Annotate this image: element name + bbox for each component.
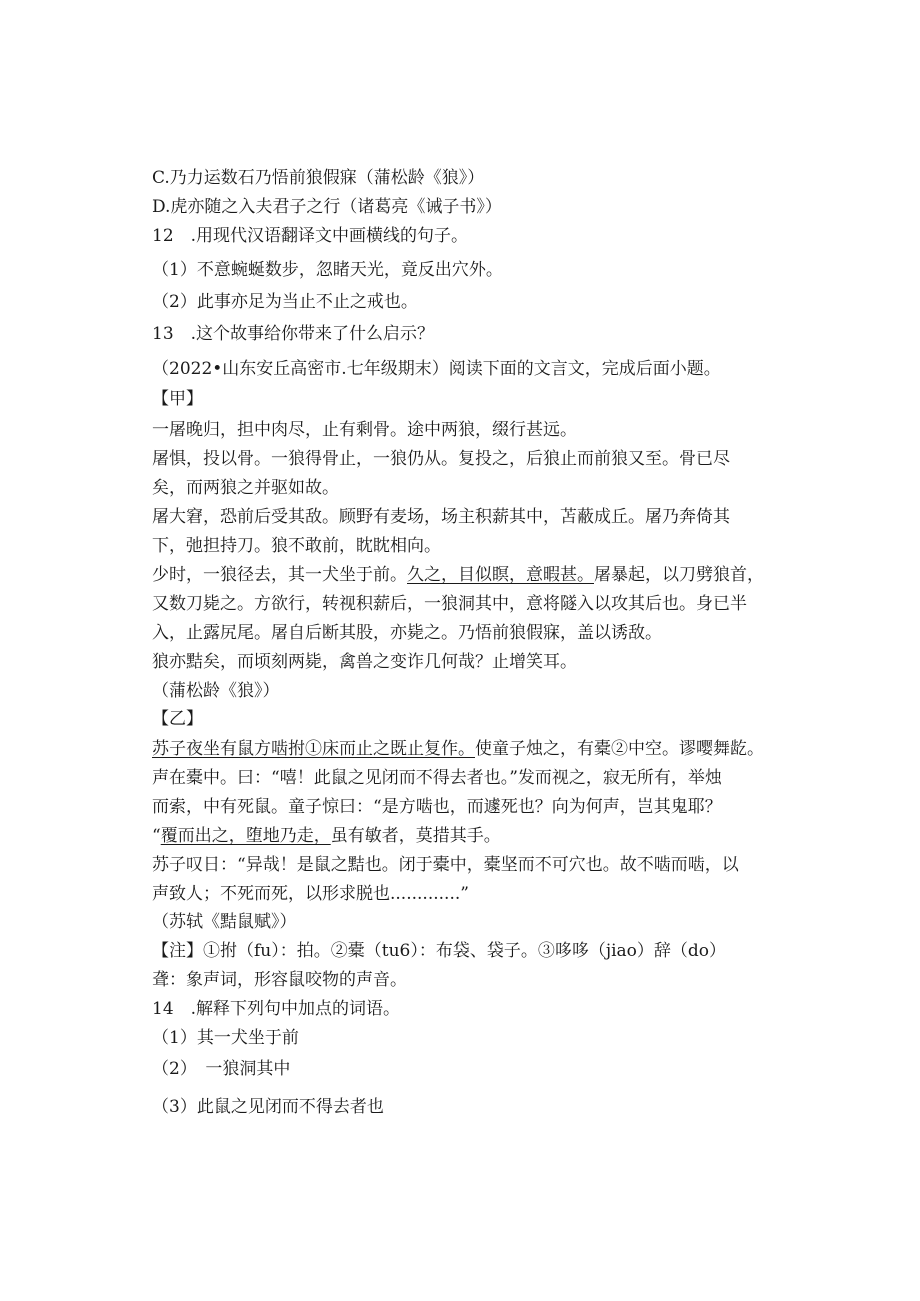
- jia-text: 少时，一狼径去，其一犬坐于前。: [152, 565, 407, 585]
- option-c: C.乃力运数石乃悟前狼假寐（蒲松龄《狼》）: [152, 168, 485, 188]
- jia-line: 又数刀毙之。方欲行，转视积薪后，一狼洞其中，意将隧入以攻其后也。身已半: [152, 594, 747, 614]
- jia-label: 【甲】: [152, 389, 203, 409]
- question-13-title: 13 .这个故事给你带来了什么启示？: [152, 324, 435, 344]
- question-14-item-3: （3）此鼠之见闭而不得去者也: [152, 1097, 384, 1117]
- yi-label: 【乙】: [152, 709, 203, 729]
- underlined-sentence: 覆而出之，堕地乃走，: [160, 826, 331, 846]
- yi-line: 而索，中有死鼠。童子惊曰：“是方啮也，而遽死也？向为何声，岂其鬼耶？: [152, 797, 722, 817]
- yi-text: 虽有敏者，莫措其手。: [330, 826, 501, 846]
- jia-line: [152, 564, 764, 586]
- yi-line: 声在橐中。曰：“嘻！此鼠之见闭而不得去者也。”发而视之，寂无所有，举烛: [152, 768, 722, 788]
- jia-line: 矣，而两狼之并驱如故。: [152, 478, 339, 498]
- yi-text: 使童子烛之，有橐②中空。谬嘤舞龁。: [475, 739, 764, 759]
- question-12-item-1: （1）不意蜿蜒数步，忽睹天光，竟反出穴外。: [152, 260, 503, 280]
- jia-line: 屠惧，投以骨。一狼得骨止，一狼仍从。复投之，后狼止而前狼又至。骨已尽: [152, 449, 730, 469]
- note-line: 【注】①拊（fu）：拍。②橐（tu6）：布袋、袋子。③哆哆（jiao）辞（do）: [152, 941, 727, 961]
- jia-line: 狼亦黠矣，而顷刻两毙，禽兽之变诈几何哉？止增笑耳。: [152, 652, 577, 672]
- jia-line: 一屠晚归，担中肉尽，止有剩骨。途中两狼，缀行甚远。: [152, 420, 577, 440]
- yi-line: [152, 738, 764, 760]
- section-intro: （2022•山东安丘高密市.七年级期末）阅读下面的文言文，完成后面小题。: [152, 359, 721, 379]
- yi-line: 苏子叹日：“异哉！是鼠之黠也。闭于橐中，橐坚而不可穴也。故不啮而啮，以: [152, 855, 739, 875]
- underlined-sentence: 苏子夜坐有鼠方啮拊①床而止之既止复作。: [152, 739, 475, 759]
- jia-line: 入，止露尻尾。屠自后断其股，亦毙之。乃悟前狼假寐，盖以诱敌。: [152, 623, 662, 643]
- option-d: D.虎亦随之入夫君子之行（诸葛亮《诫子书》）: [152, 197, 502, 217]
- question-14-title: 14 .解释下列句中加点的词语。: [152, 999, 401, 1019]
- question-12-title: 12 .用现代汉语翻译文中画横线的句子。: [152, 226, 469, 246]
- question-14-item-2: （2） 一狼洞其中: [152, 1059, 291, 1079]
- question-14-item-1: （1）其一犬坐于前: [152, 1028, 299, 1048]
- jia-line: 屠大窘，恐前后受其敌。顾野有麦场，场主积薪其中，苫蔽成丘。屠乃奔倚其: [152, 507, 730, 527]
- yi-line: [152, 825, 752, 847]
- yi-text: “: [152, 826, 161, 846]
- note-line: 聋：象声词，形容鼠咬物的声音。: [152, 970, 407, 990]
- jia-source: （蒲松龄《狼》）: [152, 681, 280, 701]
- jia-text: 屠暴起，以刀劈狼首，: [594, 565, 764, 585]
- underlined-sentence: 久之，目似瞑，意暇甚。: [407, 565, 594, 585]
- yi-line: 声致人；不死而死，以形求脱也.............”: [152, 884, 469, 904]
- question-12-item-2: （2）此事亦足为当止不止之戒也。: [152, 292, 418, 312]
- yi-source: （苏轼《黠鼠赋》）: [152, 912, 297, 932]
- jia-line: 下，弛担持刀。狼不敢前，眈眈相向。: [152, 536, 441, 556]
